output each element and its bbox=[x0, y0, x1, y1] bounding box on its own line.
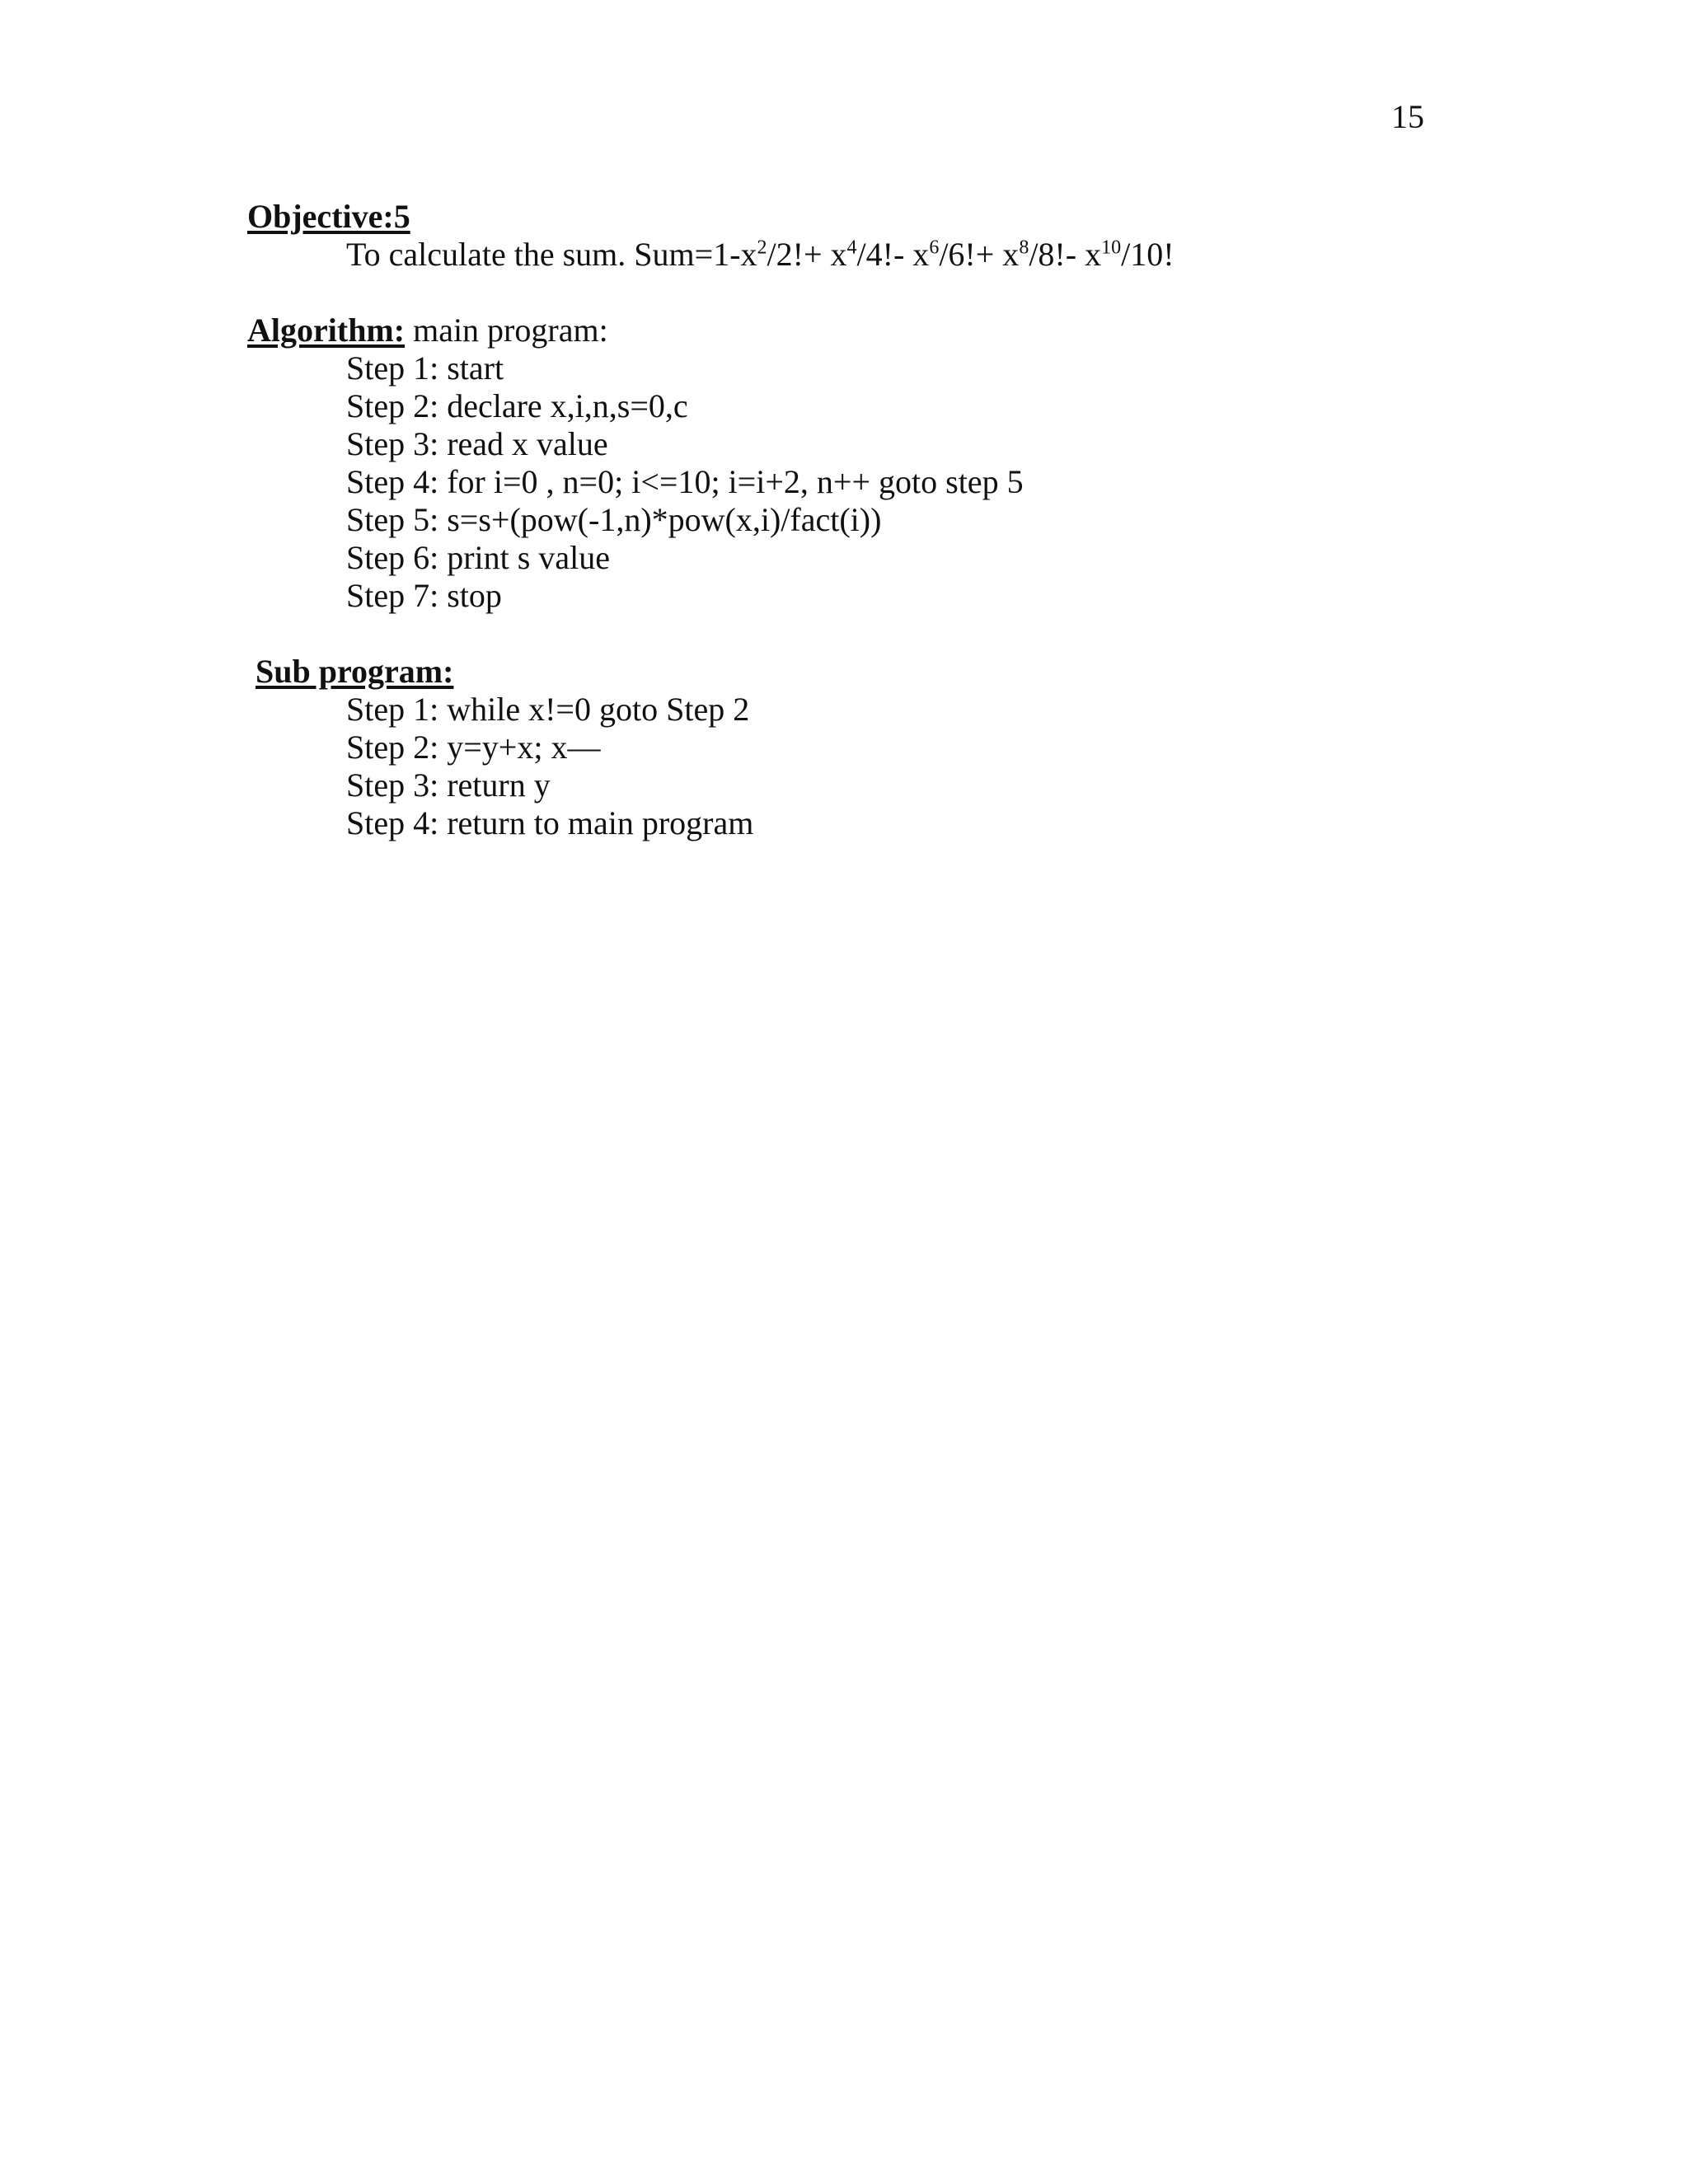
term-text: /4!- x bbox=[856, 236, 930, 273]
objective-heading: Objective:5 bbox=[247, 198, 410, 235]
exponent: 6 bbox=[929, 237, 940, 259]
algorithm-step: Step 6: print s value bbox=[346, 539, 610, 576]
sub-program-step: Step 2: y=y+x; x— bbox=[346, 729, 601, 766]
exponent: 4 bbox=[846, 237, 857, 259]
sub-program-step: Step 4: return to main program bbox=[346, 804, 754, 841]
term-text: /8!- x bbox=[1029, 236, 1102, 273]
objective-text bbox=[346, 236, 1175, 274]
term-text: /6!+ x bbox=[939, 236, 1020, 273]
algorithm-heading: Algorithm: bbox=[247, 312, 406, 349]
exponent: 10 bbox=[1101, 237, 1122, 259]
sub-program-step: Step 3: return y bbox=[346, 766, 551, 804]
algorithm-step: Step 5: s=s+(pow(-1,n)*pow(x,i)/fact(i)) bbox=[346, 501, 882, 538]
sub-program-heading: Sub program: bbox=[256, 653, 454, 690]
page-number: 15 bbox=[1391, 98, 1424, 135]
algorithm-step: Step 2: declare x,i,n,s=0,c bbox=[346, 387, 688, 424]
exponent: 8 bbox=[1019, 237, 1029, 259]
exponent: 2 bbox=[757, 237, 767, 259]
term-text: /2!+ x bbox=[767, 236, 847, 273]
algorithm-step: Step 7: stop bbox=[346, 577, 502, 614]
algorithm-step: Step 3: read x value bbox=[346, 425, 608, 462]
algorithm-subtitle: main program: bbox=[405, 312, 608, 349]
algorithm-title-line bbox=[247, 312, 608, 349]
term-text: /10! bbox=[1121, 236, 1175, 273]
algorithm-step: Step 4: for i=0 , n=0; i<=10; i=i+2, n++ goto step 5 bbox=[346, 463, 1024, 500]
algorithm-step: Step 1: start bbox=[346, 349, 504, 387]
sub-program-step: Step 1: while x!=0 goto Step 2 bbox=[346, 691, 750, 728]
objective-text-prefix: To calculate the sum. Sum=1-x bbox=[346, 236, 757, 273]
